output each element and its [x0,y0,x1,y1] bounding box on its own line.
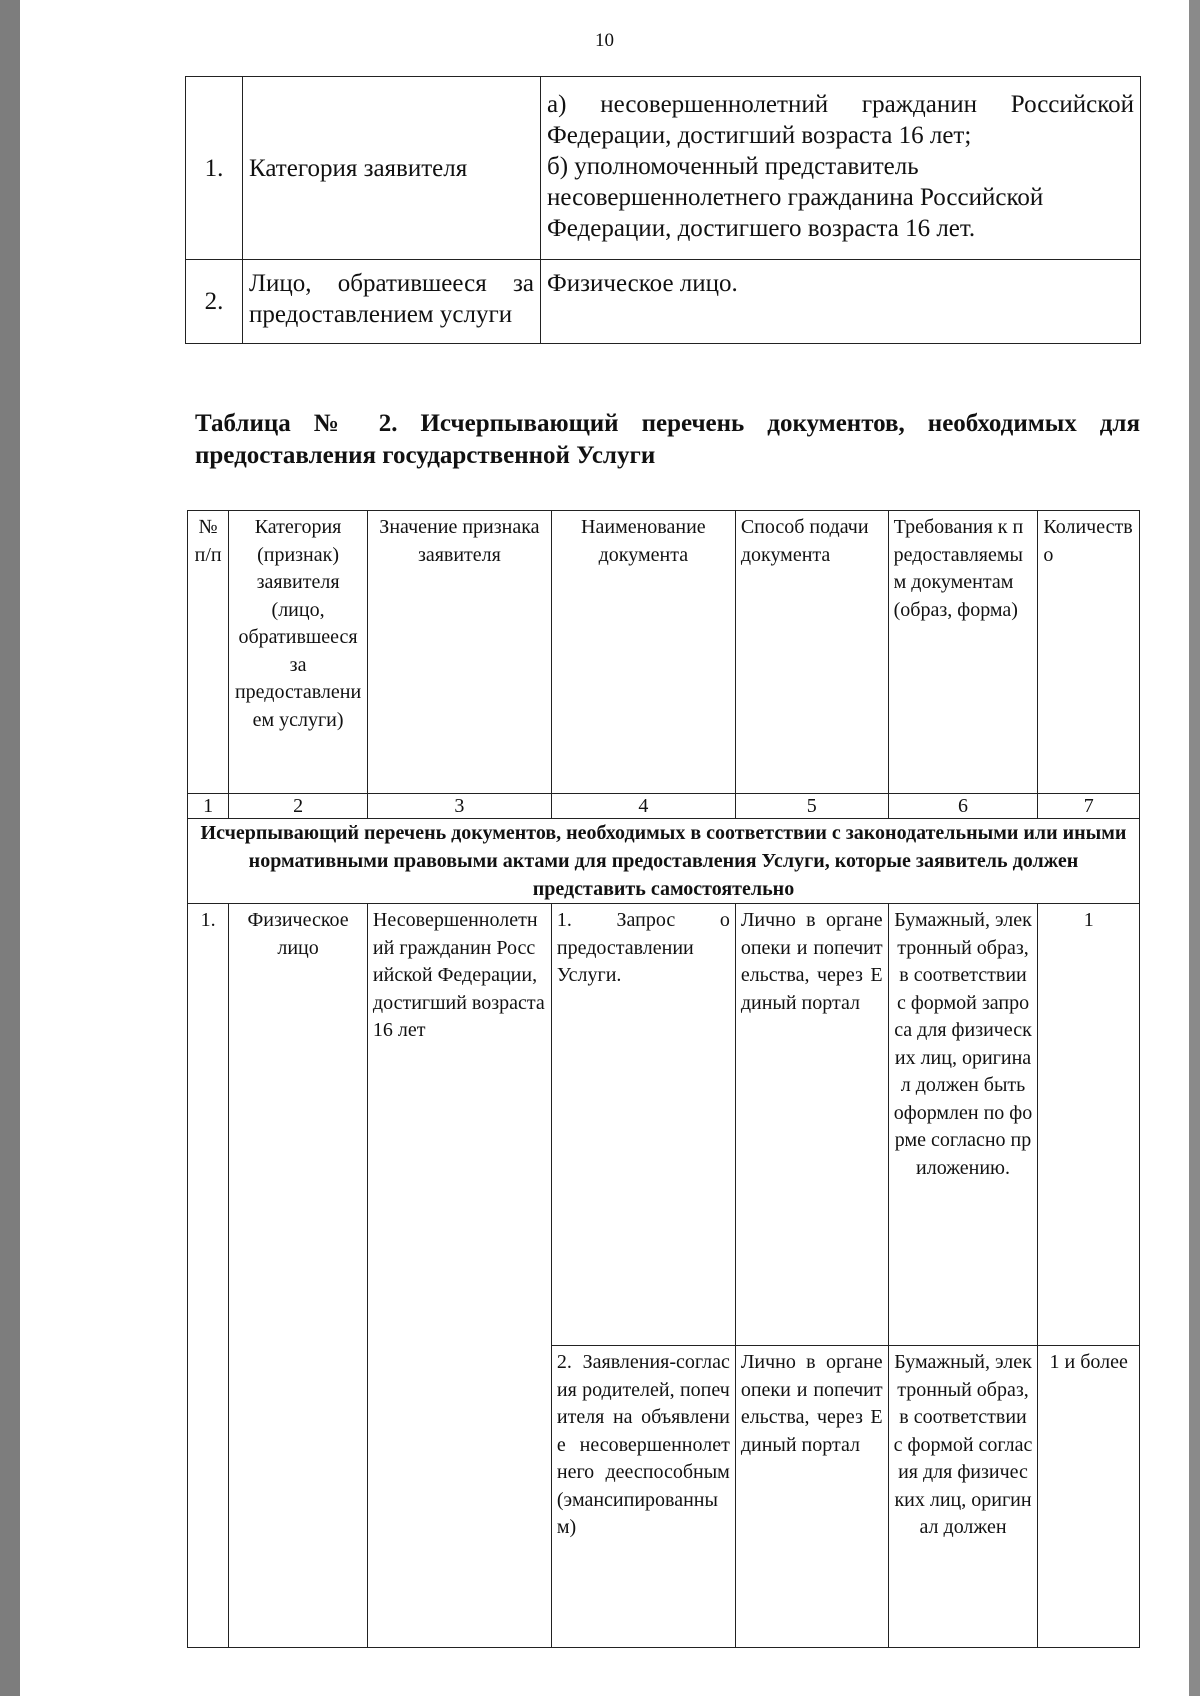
table-row [186,77,1141,260]
column-number: 6 [888,794,1038,819]
header-method: Способ подачи документа [735,511,888,794]
table2-title: Таблица № 2. Исчерпывающий перечень документов, необходимых для предоставления государственной Услуги [195,410,1140,469]
header-document-name: Наименование документа [551,511,735,794]
value-line: а) несовершеннолетний гражданин Российской [547,91,1134,118]
document-quantity: 1 и более [1038,1346,1140,1648]
column-number-row [188,794,1140,819]
document-page [20,0,1189,1696]
document-name: 1. Запрос о предоставлении Услуги. [551,904,735,1346]
row-value [541,260,1141,344]
table-row [186,260,1141,344]
column-number: 4 [551,794,735,819]
value-line: несовершеннолетнего гражданина Российской [547,184,1044,211]
row-number: 2. [186,260,243,344]
header-quantity: Количество [1038,511,1140,794]
value-line: Федерации, достигшего возраста 16 лет. [547,215,976,242]
page-number: 10 [595,30,614,51]
row-number: 1. [186,77,243,260]
row-label: Категория заявителя [243,77,541,260]
section-title: Исчерпывающий перечень документов, необходимых в соответствии с законодательными или иными нормативными правовыми актами для предоставления Услуги, которые заявитель должен представить самостоятельно [188,819,1140,904]
document-method: Лично в органе опеки и попечительства, через Единый портал [735,904,888,1346]
column-number: 2 [229,794,368,819]
section-row [188,819,1140,904]
row-category: Физическое лицо [229,904,368,1648]
document-requirements: Бумажный, электронный образ, в соответствии с формой запроса для физических лиц, оригинал должен быть оформлен по форме согласно приложению. [888,904,1038,1346]
document-quantity: 1 [1038,904,1140,1346]
header-value: Значение признака заявителя [367,511,551,794]
documents-table [187,510,1140,1648]
scan-right-margin [1189,0,1200,1696]
header-category: Категория (признак) заявителя (лицо, обратившееся за предоставлением услуги) [229,511,368,794]
value-line: Физическое лицо. [547,270,738,297]
column-number: 1 [188,794,229,819]
scan-left-margin [0,0,20,1696]
applicant-table [185,76,1141,344]
row-applicant-value: Несовершеннолетний гражданин Российской Федерации, достигший возраста 16 лет [367,904,551,1648]
document-name: 2. Заявления-согласия родителей, попечителя на объявление несовершеннолетнего дееспособным (эмансипированным) [551,1346,735,1648]
row-value [541,77,1141,260]
document-requirements: Бумажный, электронный образ, в соответствии с формой согласия для физических лиц, оригинал должен [888,1346,1038,1648]
header-row [188,511,1140,794]
value-line: Федерации, достигший возраста 16 лет; [547,122,972,149]
header-num: № п/п [188,511,229,794]
header-requirements: Требования к предоставляемым документам (образ, форма) [888,511,1038,794]
column-number: 7 [1038,794,1140,819]
row-number: 1. [188,904,229,1648]
row-label: Лицо, обратившееся за предоставлением услуги [243,260,541,344]
value-line: б) уполномоченный представитель [547,153,919,180]
document-method: Лично в органе опеки и попечительства, через Единый портал [735,1346,888,1648]
column-number: 5 [735,794,888,819]
table-row [188,904,1140,1346]
column-number: 3 [367,794,551,819]
